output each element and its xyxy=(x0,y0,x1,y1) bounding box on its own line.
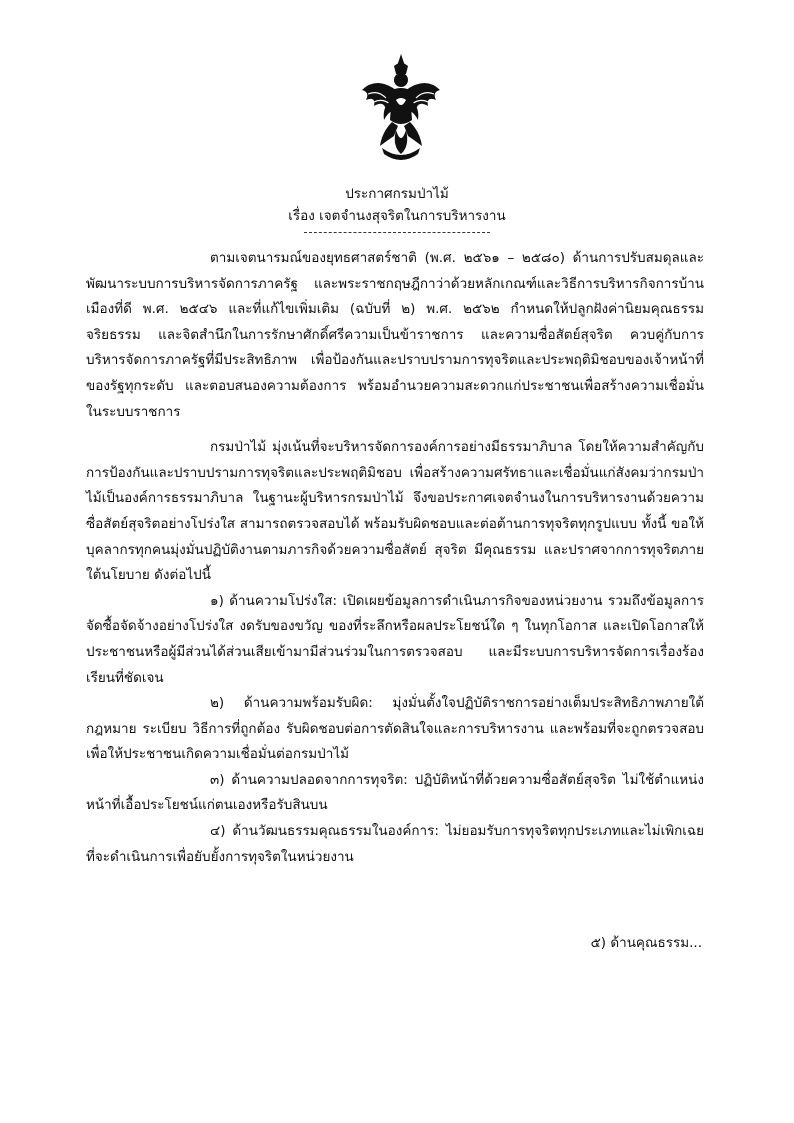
continuation-note: ๕) ด้านคุณธรรม... xyxy=(590,935,702,951)
title-separator-line xyxy=(304,232,490,233)
document-subject: เรื่อง เจตจำนงสุจริตในการบริหารงาน xyxy=(288,208,506,224)
policy-item-transparency: ๑) ด้านความโปร่งใส: เปิดเผยข้อมูลการดำเนินภารกิจของหน่วยงาน รวมถึงข้อมูลการจัดซื้อจัดจ้างอย่างโปร่งใส งดรับของขวัญ ของที่ระลึกหรือผลประโยชน์ใด ๆ ในทุกโอกาส และเปิดโอกาสให้ประชาชนหรือผู้มีส่วนได้ส่วนเสียเข้ามามีส่วนร่วมในการตรวจสอบ และมีระบบการบริหารจัดการเรื่องร้องเรียนที่ชัดเจน xyxy=(86,592,704,686)
intro-paragraph: ตามเจตนารมณ์ของยุทธศาสตร์ชาติ (พ.ศ. ๒๕๖๑ – ๒๕๘๐) ด้านการปรับสมดุลและพัฒนาระบบการบริหารจัดการภาครัฐ และพระราชกฤษฎีกาว่าด้วยหลักเกณฑ์และวิธีการบริหารกิจการบ้านเมืองที่ดี พ.ศ. ๒๕๔๖ และที่แก้ไขเพิ่มเติม (ฉบับที่ ๒) พ.ศ. ๒๕๖๒ กำหนดให้ปลูกฝังค่านิยมคุณธรรม จริยธรรม และจิตสำนึกในการรักษาศักดิ์ศรีความเป็นข้าราชการ และความซื่อสัตย์สุจริต ควบคู่กับการบริหารจัดการภาครัฐที่มีประสิทธิภาพ เพื่อป้องกันและปราบปรามการทุจริตและประพฤติมิชอบของเจ้าหน้าที่ของรัฐทุกระดับ และตอบสนองความต้องการ พร้อมอำนวยความสะดวกแก่ประชาชนเพื่อสร้างความเชื่อมั่นในระบบราชการ xyxy=(86,250,704,420)
garuda-emblem-icon xyxy=(356,50,446,170)
document-title: ประกาศกรมป่าไม้ xyxy=(345,186,449,202)
policy-paragraph: กรมป่าไม้ มุ่งเน้นที่จะบริหารจัดการองค์การอย่างมีธรรมาภิบาล โดยให้ความสำคัญกับการป้องกันและปราบปรามการทุจริตและประพฤติมิชอบ เพื่อสร้างความศรัทธาและเชื่อมั่นแก่สังคมว่ากรมป่าไม้เป็นองค์การธรรมาภิบาล ในฐานะผู้บริหารกรมป่าไม้ จึงขอประกาศเจตจำนงในการบริหารงานด้วยความซื่อสัตย์สุจริตอย่างโปร่งใส สามารถตรวจสอบได้ พร้อมรับผิดชอบและต่อต้านการทุจริตทุกรูปแบบ ทั้งนี้ ขอให้บุคลากรทุกคนมุ่งมั่นปฏิบัติงานตามภารกิจด้วยความซื่อสัตย์ สุจริต มีคุณธรรม และปราศจากการทุจริตภายใต้นโยบาย ดังต่อไปนี้ xyxy=(86,439,704,584)
policy-item-integrity-culture: ๔) ด้านวัฒนธรรมคุณธรรมในองค์การ: ไม่ยอมรับการทุจริตทุกประเภทและไม่เพิกเฉยที่จะดำเนินการเพื่อยับยั้งการทุจริตในหน่วยงาน xyxy=(86,823,704,865)
policy-item-accountability: ๒) ด้านความพร้อมรับผิด: มุ่งมั่นตั้งใจปฏิบัติราชการอย่างเต็มประสิทธิภาพภายใต้กฎหมาย ระเบียบ วิธีการที่ถูกต้อง รับผิดชอบต่อการตัดสินใจและการบริหารงาน และพร้อมที่จะถูกตรวจสอบ เพื่อให้ประชาชนเกิดความเชื่อมั่นต่อกรมป่าไม้ xyxy=(86,695,704,763)
policy-item-corruption-free: ๓) ด้านความปลอดจากการทุจริต: ปฏิบัติหน้าที่ด้วยความซื่อสัตย์สุจริต ไม่ใช้ตำแหน่งหน้าที่เอื้อประโยชน์แก่ตนเองหรือรับสินบน xyxy=(86,771,704,814)
document-body xyxy=(86,246,704,870)
